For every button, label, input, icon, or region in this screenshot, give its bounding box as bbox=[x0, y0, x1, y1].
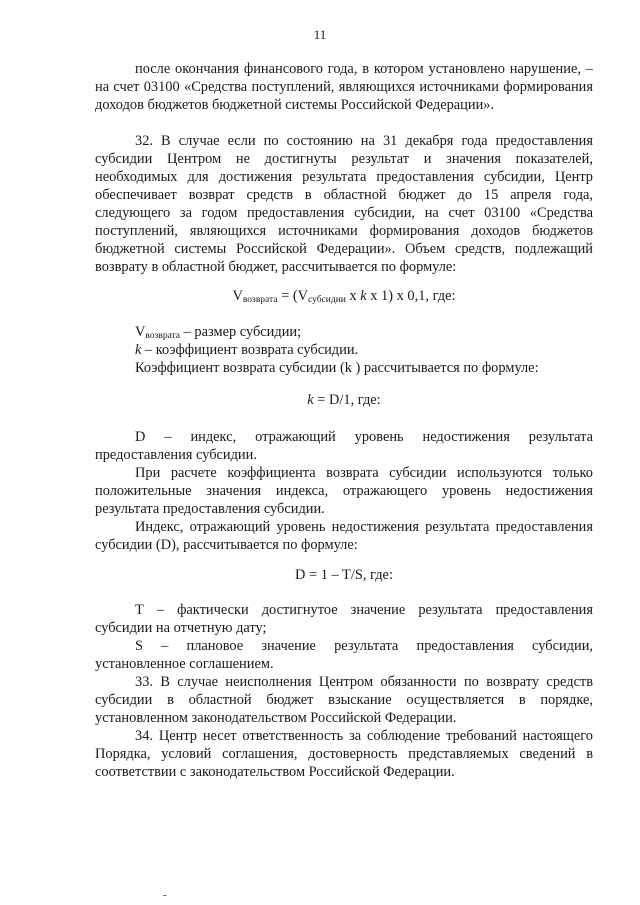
definition-v-symbol: V bbox=[135, 324, 146, 340]
paragraph-32 bbox=[95, 132, 593, 276]
formula-v-subscript-return: возврата bbox=[242, 295, 278, 305]
intro-paragraph bbox=[95, 60, 593, 114]
paragraph-32-text: 32. В случае если по состоянию на 31 декабря года предоставления субсидии Центром не достигнуты результат и значения показателей, необходимых для достижения результата предоставления субсидии, Центр обеспечивает возврат средств в областной бюджет до 15 апреля года, следующего за годом предоставления субсидии, на счет 03100 «Средства поступлений, являющихся источниками формирования доходов бюджетов бюджетной системы Российской Федерации». Объем средств, подлежащий возврату в областной бюджет, рассчитывается по формуле: bbox=[95, 133, 593, 275]
index-formula-intro: Индекс, отражающий уровень недостижения результата предоставления субсидии (D), рассчитывается по формуле: bbox=[95, 519, 593, 553]
definitions-block bbox=[95, 323, 593, 377]
definition-s: S – плановое значение результата предоставления субсидии, установленное соглашением. bbox=[95, 638, 593, 672]
formula-v-rest: x 1) x 0,1, где: bbox=[366, 288, 456, 304]
definition-k-symbol: k bbox=[135, 342, 142, 358]
intro-text: после окончания финансового года, в котором установлено нарушение, – на счет 03100 «Средства поступлений, являющихся источниками формирования доходов бюджетов бюджетной системы Российской Федерации». bbox=[95, 61, 593, 113]
formula-k-text: = D/1, где: bbox=[313, 392, 381, 408]
index-definitions-block bbox=[95, 428, 593, 554]
formula-v-k: k bbox=[360, 288, 367, 304]
coefficient-intro: Коэффициент возврата субсидии (k ) рассчитывается по формуле: bbox=[135, 360, 539, 376]
bottom-mark: - bbox=[163, 889, 167, 901]
final-block bbox=[95, 601, 593, 781]
formula-v-symbol: V bbox=[232, 288, 243, 304]
definition-v-text: – размер субсидии; bbox=[180, 324, 302, 340]
definition-v-subscript: возврата bbox=[145, 331, 181, 341]
paragraph-34: 34. Центр несет ответственность за соблюдение требований настоящего Порядка, условий соглашения, достоверность представляемых сведений в соответствии с законодательством Российской Федерации. bbox=[95, 728, 593, 780]
formula-v-multiply: x bbox=[345, 288, 361, 304]
positive-values-note: При расчете коэффициента возврата субсидии используются только положительные значения индекса, отражающего уровень недостижения результата предоставления субсидии. bbox=[95, 465, 593, 517]
paragraph-33: 33. В случае неисполнения Центром обязанности по возврату средств субсидии в областной бюджет взыскание осуществляется в порядке, установленном законодательством Российской Федерации. bbox=[95, 674, 593, 726]
formula-d: D = 1 – T/S, где: bbox=[295, 567, 393, 583]
definition-k-text: – коэффициент возврата субсидии. bbox=[141, 342, 359, 358]
formula-v-subscript-subsidy: субсидии bbox=[308, 295, 346, 305]
formula-k bbox=[95, 391, 593, 409]
formula-k-symbol: k bbox=[307, 392, 314, 408]
definition-k bbox=[95, 341, 593, 359]
definition-v bbox=[95, 323, 593, 341]
definition-t: Т – фактически достигнутое значение результата предоставления субсидии на отчетную дату; bbox=[95, 602, 593, 636]
formula-v-equals: = (V bbox=[277, 288, 309, 304]
definition-d: D – индекс, отражающий уровень недостижения результата предоставления субсидии. bbox=[95, 429, 593, 463]
formula-v-return bbox=[95, 287, 593, 305]
page-number: 11 bbox=[313, 27, 327, 42]
